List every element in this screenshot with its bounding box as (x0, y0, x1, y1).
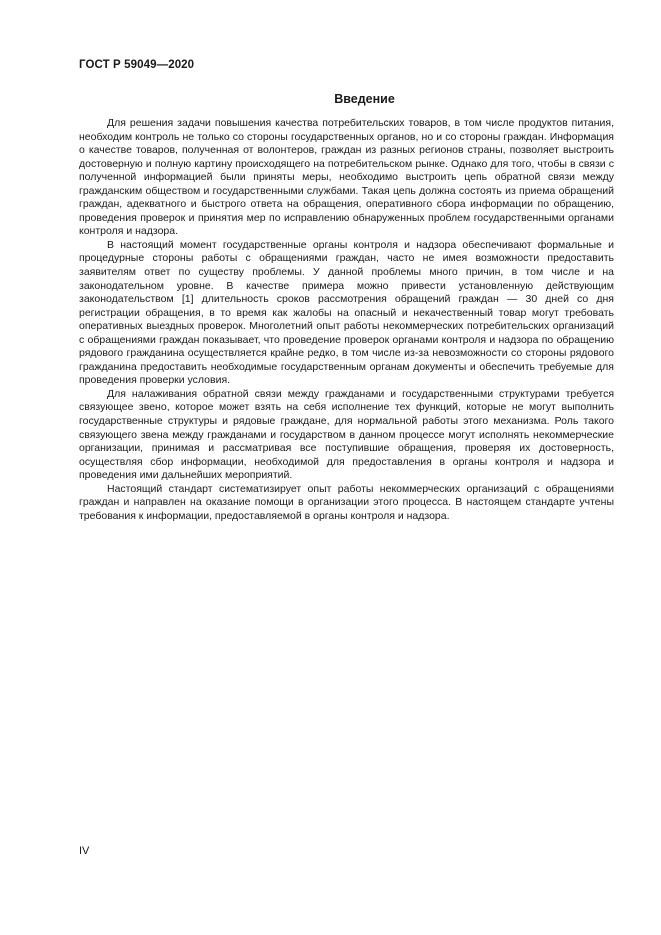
paragraph: Для налаживания обратной связи между гражданами и государственными структурами требуется связующее звено, которое может взять на себя исполнение тех функций, которые не могут выполнить государственные структуры и рядовые граждане, для нормальной работы этого механизма. Роль такого связующего звена между гражданами и государством в данном процессе могут исполнять некоммерческие организации, принимая и рассматривая все поступившие обращения, проверяя их достоверность, осуществляя сбор информации, необходимой для предоставления в органы контроля и надзора и проведения ими дальнейших мероприятий. (79, 387, 614, 482)
section-title: Введение (334, 92, 395, 106)
standard-code-header: ГОСТ Р 59049—2020 (79, 59, 195, 71)
body-text (79, 117, 614, 523)
page-number: IV (79, 845, 90, 857)
paragraph: Настоящий стандарт систематизирует опыт работы некоммерческих организаций с обращениями граждан и направлен на оказание помощи в организации этого процесса. В настоящем стандарте учтены требования к информации, предоставляемой в органы контроля и надзора. (79, 482, 614, 522)
paragraph: Для решения задачи повышения качества потребительских товаров, в том числе продуктов питания, необходим контроль не только со стороны государственных органов, но и со стороны граждан. Информация о качестве товаров, полученная от волонтеров, граждан из разных регионов страны, позволяет выстроить достоверную и полную картину происходящего на потребительском рынке. Однако для того, чтобы в связи с полученной информацией были приняты меры, необходимо выстроить цепь обратной связи между гражданским обществом и государственными службами. Такая цепь должна состоять из приема обращений граждан, адекватного и быстрого ответа на обращения, оперативного сбора информации по обращению, проведения проверок и принятия мер по исправлению обнаруженных проблем государственными органами контроля и надзора. (79, 117, 614, 238)
paragraph: В настоящий момент государственные органы контроля и надзора обеспечивают формальные и процедурные стороны работы с обращениями граждан, часто не имея возможности предоставить заявителям ответ по существу проблемы. У данной проблемы много причин, в том числе и на законодательном уровне. В качестве примера можно привести установленную действующим законодательством [1] длительность сроков рассмотрения обращений граждан — 30 дней со дня регистрации обращения, в то время как жалобы на опасный и некачественный товар могут требовать оперативных выездных проверок. Многолетний опыт работы некоммерческих потребительских организаций с обращениями граждан показывает, что проведение проверок органами контроля и надзора по обращению рядового гражданина осуществляется крайне редко, в том числе из-за невозможности со стороны рядового гражданина предоставить необходимые государственным органам документы и обеспечить требуемые для проведения проверки условия. (79, 238, 614, 387)
